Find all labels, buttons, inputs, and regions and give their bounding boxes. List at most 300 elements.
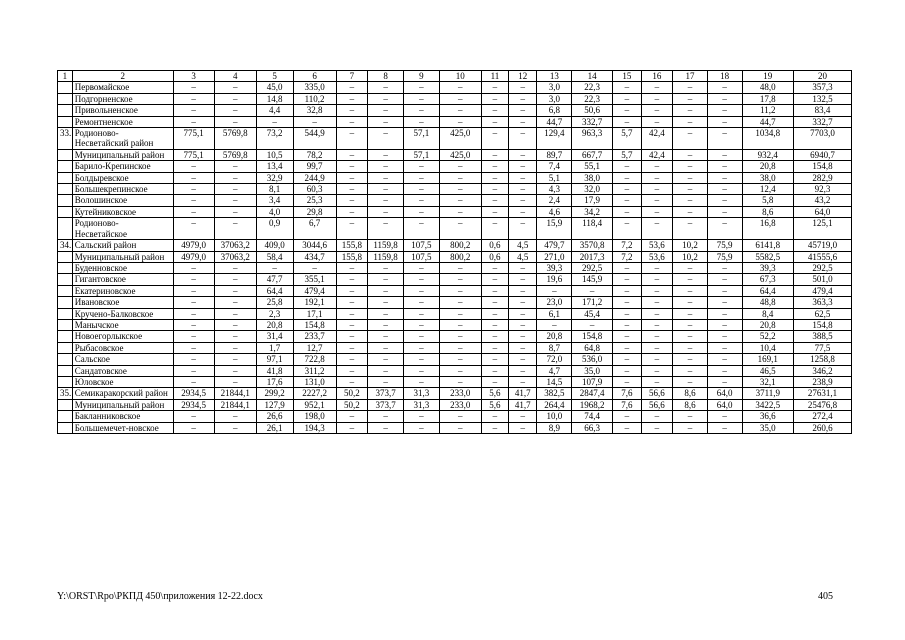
- table-cell: 544,9: [293, 128, 336, 150]
- table-cell: 19,6: [537, 274, 572, 285]
- table-cell: –: [707, 319, 742, 330]
- row-number: [58, 161, 73, 172]
- table-cell: 479,4: [293, 285, 336, 296]
- table-cell: –: [173, 411, 214, 422]
- row-number: [58, 172, 73, 183]
- table-cell: –: [481, 218, 508, 240]
- table-cell: 332,7: [572, 116, 613, 127]
- table-row: [58, 128, 852, 150]
- table-cell: –: [613, 297, 641, 308]
- table-cell: 41,7: [509, 399, 537, 410]
- header-cell: 8: [368, 71, 404, 82]
- table-cell: –: [256, 116, 293, 127]
- header-cell: 13: [537, 71, 572, 82]
- table-cell: –: [214, 82, 256, 93]
- table-cell: 22,3: [572, 93, 613, 104]
- table-cell: 311,2: [293, 365, 336, 376]
- table-cell: –: [173, 285, 214, 296]
- table-cell: 479,7: [537, 240, 572, 251]
- table-cell: –: [613, 105, 641, 116]
- table-cell: 8,4: [742, 308, 794, 319]
- table-cell: –: [336, 274, 368, 285]
- row-number: [58, 342, 73, 353]
- table-cell: –: [403, 297, 439, 308]
- table-cell: –: [214, 365, 256, 376]
- table-cell: 6,1: [537, 308, 572, 319]
- table-cell: –: [673, 422, 708, 433]
- row-number: [58, 195, 73, 206]
- table-cell: –: [368, 218, 404, 240]
- row-name: Сандатовское: [72, 365, 173, 376]
- header-cell: 12: [509, 71, 537, 82]
- table-cell: 233,7: [293, 331, 336, 342]
- table-cell: 32,8: [293, 105, 336, 116]
- table-row: [58, 149, 852, 160]
- table-cell: 4,0: [256, 206, 293, 217]
- table-cell: –: [336, 172, 368, 183]
- table-cell: 363,3: [794, 297, 852, 308]
- table-cell: –: [707, 308, 742, 319]
- table-cell: –: [641, 195, 673, 206]
- table-cell: –: [336, 285, 368, 296]
- table-cell: 53,6: [641, 251, 673, 262]
- table-cell: 3,4: [256, 195, 293, 206]
- table-cell: –: [439, 218, 481, 240]
- table-cell: –: [368, 274, 404, 285]
- table-cell: 0,9: [256, 218, 293, 240]
- table-cell: 21844,1: [214, 388, 256, 399]
- table-cell: –: [403, 82, 439, 93]
- table-cell: 53,6: [641, 240, 673, 251]
- row-number: [58, 319, 73, 330]
- header-cell: 14: [572, 71, 613, 82]
- header-cell: 1: [58, 71, 73, 82]
- table-cell: 260,6: [794, 422, 852, 433]
- row-name: Сальский район: [72, 240, 173, 251]
- table-cell: 25476,8: [794, 399, 852, 410]
- table-cell: –: [613, 218, 641, 240]
- table-cell: –: [707, 285, 742, 296]
- table-cell: –: [481, 161, 508, 172]
- table-cell: 952,1: [293, 399, 336, 410]
- table-cell: –: [641, 274, 673, 285]
- table-cell: –: [214, 195, 256, 206]
- table-cell: 7,2: [613, 240, 641, 251]
- table-cell: 22,3: [572, 82, 613, 93]
- row-name: Подгорненское: [72, 93, 173, 104]
- table-cell: –: [509, 319, 537, 330]
- table-cell: 55,1: [572, 161, 613, 172]
- table-cell: –: [481, 365, 508, 376]
- table-cell: 132,5: [794, 93, 852, 104]
- table-cell: –: [439, 422, 481, 433]
- table-cell: –: [403, 285, 439, 296]
- row-name: Юловское: [72, 376, 173, 387]
- table-cell: 118,4: [572, 218, 613, 240]
- table-cell: 37063,2: [214, 240, 256, 251]
- table-cell: –: [673, 262, 708, 273]
- table-cell: –: [368, 262, 404, 273]
- table-cell: –: [641, 319, 673, 330]
- table-cell: –: [509, 105, 537, 116]
- header-cell: 17: [673, 71, 708, 82]
- table-cell: 5,6: [481, 399, 508, 410]
- table-cell: –: [673, 172, 708, 183]
- table-cell: 74,4: [572, 411, 613, 422]
- table-cell: –: [368, 206, 404, 217]
- table-cell: –: [673, 206, 708, 217]
- row-name: Барило-Крепинское: [72, 161, 173, 172]
- table-cell: –: [481, 422, 508, 433]
- table-cell: –: [509, 376, 537, 387]
- table-cell: 107,5: [403, 251, 439, 262]
- table-cell: –: [173, 331, 214, 342]
- table-cell: 14,8: [256, 93, 293, 104]
- table-cell: –: [173, 218, 214, 240]
- table-cell: –: [673, 82, 708, 93]
- table-cell: 4979,0: [173, 240, 214, 251]
- table-cell: 10,2: [673, 240, 708, 251]
- table-cell: 3,0: [537, 93, 572, 104]
- table-cell: –: [403, 354, 439, 365]
- table-cell: –: [173, 422, 214, 433]
- table-cell: –: [214, 376, 256, 387]
- table-cell: 50,6: [572, 105, 613, 116]
- table-cell: 64,0: [707, 399, 742, 410]
- table-row: [58, 354, 852, 365]
- table-cell: 25,8: [256, 297, 293, 308]
- table-cell: –: [707, 354, 742, 365]
- table-cell: –: [641, 218, 673, 240]
- table-cell: –: [673, 308, 708, 319]
- table-cell: –: [336, 376, 368, 387]
- table-cell: 800,2: [439, 240, 481, 251]
- table-cell: 44,7: [742, 116, 794, 127]
- table-cell: –: [403, 342, 439, 353]
- table-cell: 57,1: [403, 149, 439, 160]
- table-cell: 145,9: [572, 274, 613, 285]
- table-row: [58, 206, 852, 217]
- table-cell: –: [214, 206, 256, 217]
- table-cell: 7,6: [613, 399, 641, 410]
- table-cell: –: [673, 161, 708, 172]
- table-cell: 6141,8: [742, 240, 794, 251]
- table-cell: –: [173, 206, 214, 217]
- row-name: Екатериновское: [72, 285, 173, 296]
- table-cell: 271,0: [537, 251, 572, 262]
- table-row: [58, 116, 852, 127]
- table-cell: –: [214, 116, 256, 127]
- row-number: [58, 285, 73, 296]
- table-cell: –: [707, 93, 742, 104]
- table-cell: –: [707, 331, 742, 342]
- table-cell: 0,6: [481, 240, 508, 251]
- table-cell: 14,5: [537, 376, 572, 387]
- table-cell: 1034,8: [742, 128, 794, 150]
- table-cell: 97,1: [256, 354, 293, 365]
- row-name: Сальское: [72, 354, 173, 365]
- table-cell: –: [439, 116, 481, 127]
- table-cell: –: [673, 105, 708, 116]
- table-cell: 11,2: [742, 105, 794, 116]
- table-cell: –: [509, 218, 537, 240]
- header-cell: 6: [293, 71, 336, 82]
- table-cell: –: [173, 172, 214, 183]
- table-cell: –: [336, 195, 368, 206]
- row-number: [58, 184, 73, 195]
- table-cell: 107,5: [403, 240, 439, 251]
- table-cell: –: [707, 184, 742, 195]
- table-cell: –: [368, 331, 404, 342]
- table-cell: –: [707, 376, 742, 387]
- table-cell: 89,7: [537, 149, 572, 160]
- table-cell: 42,4: [641, 149, 673, 160]
- table-cell: –: [707, 172, 742, 183]
- table-cell: 66,3: [572, 422, 613, 433]
- row-name: Большемечет-новское: [72, 422, 173, 433]
- table-cell: 50,2: [336, 399, 368, 410]
- table-cell: –: [336, 422, 368, 433]
- table-cell: 83,4: [794, 105, 852, 116]
- table-cell: 10,4: [742, 342, 794, 353]
- table-cell: 335,0: [293, 82, 336, 93]
- table-cell: 4979,0: [173, 251, 214, 262]
- header-cell: 18: [707, 71, 742, 82]
- table-cell: 233,0: [439, 399, 481, 410]
- header-cell: 3: [173, 71, 214, 82]
- table-cell: 192,1: [293, 297, 336, 308]
- table-cell: 800,2: [439, 251, 481, 262]
- table-cell: 292,5: [572, 262, 613, 273]
- table-row: [58, 82, 852, 93]
- table-cell: 64,4: [256, 285, 293, 296]
- table-cell: –: [613, 376, 641, 387]
- table-cell: –: [707, 128, 742, 150]
- table-cell: –: [214, 422, 256, 433]
- table-row: [58, 184, 852, 195]
- table-cell: –: [368, 297, 404, 308]
- table-cell: –: [439, 274, 481, 285]
- table-row: [58, 319, 852, 330]
- table-cell: –: [403, 105, 439, 116]
- table-cell: 5769,8: [214, 128, 256, 150]
- table-cell: 45,0: [256, 82, 293, 93]
- table-row: [58, 422, 852, 433]
- table-cell: –: [368, 93, 404, 104]
- table-cell: –: [572, 285, 613, 296]
- table-cell: –: [481, 342, 508, 353]
- table-cell: –: [537, 319, 572, 330]
- table-cell: –: [403, 422, 439, 433]
- row-number: [58, 105, 73, 116]
- table-cell: 425,0: [439, 149, 481, 160]
- table-cell: 35,0: [742, 422, 794, 433]
- row-name: Кручено-Балковское: [72, 308, 173, 319]
- row-number: [58, 365, 73, 376]
- table-cell: –: [439, 82, 481, 93]
- table-cell: 45719,0: [794, 240, 852, 251]
- table-cell: –: [336, 128, 368, 150]
- table-cell: –: [214, 285, 256, 296]
- row-name: Муниципальный район: [72, 149, 173, 160]
- table-cell: 29,8: [293, 206, 336, 217]
- table-cell: –: [481, 376, 508, 387]
- table-cell: –: [641, 376, 673, 387]
- table-cell: –: [509, 422, 537, 433]
- table-cell: 198,0: [293, 411, 336, 422]
- table-cell: 8,7: [537, 342, 572, 353]
- row-name: Родионово-Несветайский район: [72, 128, 173, 150]
- table-cell: –: [509, 93, 537, 104]
- table-cell: –: [509, 184, 537, 195]
- table-cell: –: [641, 105, 673, 116]
- table-cell: –: [707, 422, 742, 433]
- table-cell: –: [481, 206, 508, 217]
- table-cell: –: [481, 172, 508, 183]
- table-cell: 17,9: [572, 195, 613, 206]
- table-cell: –: [293, 116, 336, 127]
- table-row: [58, 285, 852, 296]
- table-cell: –: [641, 308, 673, 319]
- table-cell: –: [537, 285, 572, 296]
- table-cell: –: [173, 93, 214, 104]
- table-cell: 3044,6: [293, 240, 336, 251]
- table-cell: –: [173, 365, 214, 376]
- table-cell: –: [481, 262, 508, 273]
- table-cell: –: [368, 161, 404, 172]
- table-cell: –: [403, 93, 439, 104]
- row-number: [58, 251, 73, 262]
- table-cell: –: [439, 308, 481, 319]
- table-cell: 46,5: [742, 365, 794, 376]
- table-cell: –: [572, 319, 613, 330]
- table-cell: –: [256, 262, 293, 273]
- row-number: [58, 274, 73, 285]
- table-cell: –: [481, 354, 508, 365]
- table-cell: –: [336, 206, 368, 217]
- table-cell: –: [613, 274, 641, 285]
- header-cell: 10: [439, 71, 481, 82]
- table-cell: 72,0: [537, 354, 572, 365]
- table-cell: –: [613, 319, 641, 330]
- table-cell: –: [509, 297, 537, 308]
- table-cell: 6,8: [537, 105, 572, 116]
- table-cell: 56,6: [641, 399, 673, 410]
- table-cell: 39,3: [742, 262, 794, 273]
- table-cell: –: [673, 297, 708, 308]
- table-cell: –: [368, 149, 404, 160]
- row-number: [58, 376, 73, 387]
- table-cell: –: [439, 365, 481, 376]
- table-cell: 154,8: [794, 319, 852, 330]
- table-cell: –: [439, 297, 481, 308]
- table-cell: –: [439, 195, 481, 206]
- table-cell: –: [707, 342, 742, 353]
- table-cell: –: [509, 128, 537, 150]
- table-cell: 47,7: [256, 274, 293, 285]
- table-cell: –: [481, 105, 508, 116]
- table-cell: 8,9: [537, 422, 572, 433]
- table-cell: 107,9: [572, 376, 613, 387]
- row-number: [58, 206, 73, 217]
- table-cell: –: [509, 365, 537, 376]
- table-cell: –: [368, 376, 404, 387]
- table-cell: –: [336, 342, 368, 353]
- row-number: [58, 331, 73, 342]
- table-cell: –: [707, 262, 742, 273]
- table-cell: 50,2: [336, 388, 368, 399]
- table-cell: –: [173, 342, 214, 353]
- table-cell: 7,6: [613, 388, 641, 399]
- table-cell: 34,2: [572, 206, 613, 217]
- table-cell: 31,3: [403, 399, 439, 410]
- table-cell: 373,7: [368, 399, 404, 410]
- table-cell: –: [707, 149, 742, 160]
- row-number: [58, 149, 73, 160]
- table-cell: 5769,8: [214, 149, 256, 160]
- table-cell: –: [214, 105, 256, 116]
- table-cell: 5,7: [613, 128, 641, 150]
- table-cell: 4,7: [537, 365, 572, 376]
- table-cell: –: [673, 365, 708, 376]
- table-cell: 357,3: [794, 82, 852, 93]
- table-cell: –: [336, 184, 368, 195]
- table-cell: 77,5: [794, 342, 852, 353]
- header-row: [58, 71, 852, 82]
- table-row: [58, 342, 852, 353]
- table-cell: 41,8: [256, 365, 293, 376]
- header-cell: 16: [641, 71, 673, 82]
- header-cell: 20: [794, 71, 852, 82]
- table-cell: –: [173, 376, 214, 387]
- table-cell: 1258,8: [794, 354, 852, 365]
- table-cell: 292,5: [794, 262, 852, 273]
- table-cell: –: [481, 116, 508, 127]
- table-cell: 501,0: [794, 274, 852, 285]
- row-name: Семикаракорский район: [72, 388, 173, 399]
- table-cell: –: [439, 206, 481, 217]
- table-cell: 56,6: [641, 388, 673, 399]
- table-cell: 171,2: [572, 297, 613, 308]
- header-cell: 4: [214, 71, 256, 82]
- table-cell: 41,7: [509, 388, 537, 399]
- table-cell: –: [403, 184, 439, 195]
- table-cell: 264,4: [537, 399, 572, 410]
- table-cell: –: [509, 172, 537, 183]
- row-number: [58, 297, 73, 308]
- table-cell: 17,8: [742, 93, 794, 104]
- header-cell: 5: [256, 71, 293, 82]
- table-row: [58, 399, 852, 410]
- table-cell: –: [673, 376, 708, 387]
- table-cell: 43,2: [794, 195, 852, 206]
- table-cell: –: [368, 342, 404, 353]
- table-cell: 38,0: [742, 172, 794, 183]
- table-cell: 299,2: [256, 388, 293, 399]
- table-cell: –: [336, 218, 368, 240]
- table-cell: –: [173, 195, 214, 206]
- table-cell: –: [673, 93, 708, 104]
- table-cell: –: [368, 319, 404, 330]
- table-cell: 36,6: [742, 411, 794, 422]
- table-cell: 434,7: [293, 251, 336, 262]
- table-cell: –: [641, 184, 673, 195]
- table-cell: –: [613, 285, 641, 296]
- table-cell: 20,8: [742, 161, 794, 172]
- table-row: [58, 218, 852, 240]
- table-cell: –: [403, 411, 439, 422]
- table-cell: –: [481, 308, 508, 319]
